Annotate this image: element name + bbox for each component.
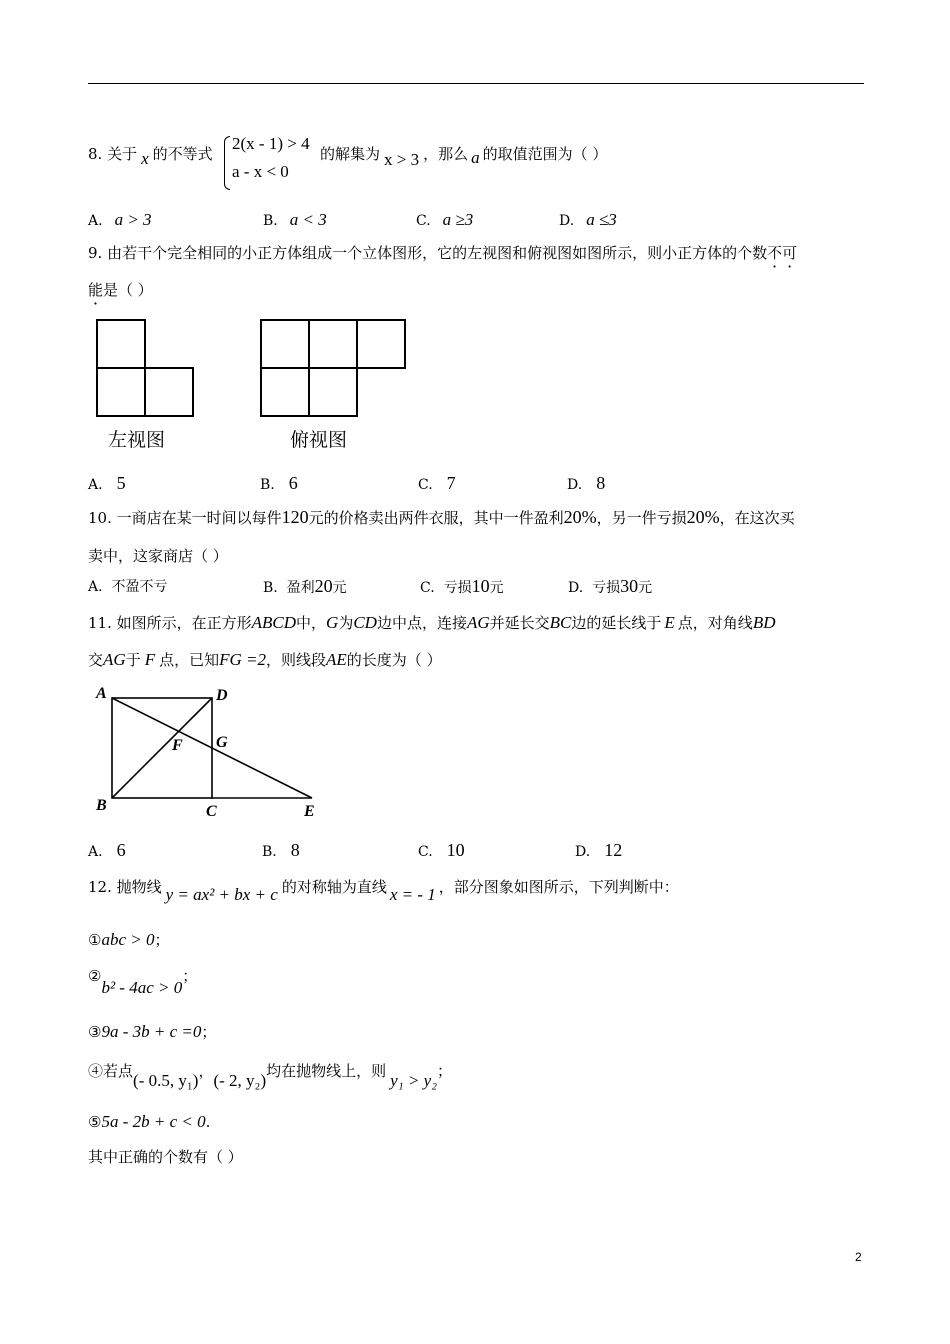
top-view: [261, 320, 405, 416]
top-view-cell: [357, 320, 405, 368]
q10-loss-percent: 20%: [686, 507, 720, 527]
q11-segment-ae: AE: [326, 650, 347, 669]
label-g: G: [216, 734, 228, 751]
q12-closing: 其中正确的个数有（ ）: [88, 1148, 243, 1166]
item-end: ；: [182, 967, 198, 985]
q11-text: 点，已知: [159, 651, 220, 669]
option-value: 10: [446, 840, 465, 860]
left-view: [97, 320, 193, 416]
left-view-label: 左视图: [108, 429, 166, 451]
option-number: 30: [620, 576, 639, 596]
option-label: C.: [418, 844, 433, 860]
q11-text: 边的延长线于: [571, 614, 662, 632]
q11-text: 于: [125, 651, 141, 669]
q8-stem: [88, 143, 213, 168]
option-value: 盈利: [286, 580, 315, 596]
q12-parabola-equation: y = ax² + bx + c: [165, 885, 278, 904]
label-e: E: [304, 803, 315, 820]
option-value: a > 3: [114, 210, 152, 229]
option-value: 6: [116, 840, 126, 860]
diagonal-bd: [112, 698, 212, 798]
q8-system-row2: a - x < 0: [232, 162, 289, 181]
option-number: 20: [314, 576, 333, 596]
q11-text: 点，对角线: [677, 614, 753, 632]
q11-option-a[interactable]: [88, 840, 126, 861]
q8-option-c[interactable]: [416, 210, 473, 230]
q11-text: 11. 如图所示，在正方形: [88, 614, 252, 632]
q12-stem: [88, 876, 679, 904]
item-mark: ⑤: [88, 1113, 102, 1131]
q10-price: 120: [281, 507, 309, 527]
q8-solution: x > 3: [384, 150, 420, 169]
q11-side-cd: CD: [353, 613, 377, 632]
q12-item-2: [88, 965, 198, 997]
option-label: B.: [263, 213, 278, 229]
q8-var-a: a: [471, 148, 480, 167]
item-mark: ②: [88, 967, 102, 985]
q11-text: 为: [338, 614, 354, 632]
q11-diagonal-bd: BD: [752, 613, 776, 632]
q12-item-4: [88, 1060, 453, 1090]
top-view-cell: [261, 320, 309, 368]
q10-profit-percent: 20%: [563, 507, 597, 527]
item-text: 若点: [103, 1062, 134, 1080]
option-label: C.: [418, 477, 433, 493]
left-view-cell: [97, 368, 145, 416]
q8-option-d[interactable]: [559, 210, 617, 230]
option-label: A.: [88, 477, 103, 493]
label-f: F: [172, 737, 183, 754]
q8-option-b[interactable]: [263, 210, 327, 230]
q11-segment-ag: AG: [103, 650, 126, 669]
option-unit: 元: [489, 580, 504, 596]
option-value: a ≥3: [442, 210, 474, 229]
q11-text: 边中点，连接: [376, 614, 467, 632]
q9-option-a[interactable]: [88, 473, 126, 494]
q10-text: 元的价格卖出两件衣服，其中一件盈利: [308, 509, 564, 527]
q8-option-a[interactable]: [88, 210, 152, 230]
q10-option-c[interactable]: [420, 576, 504, 597]
q12-comparison: y₁ > y₂: [390, 1071, 438, 1090]
q8-then: ，那么: [423, 145, 469, 163]
option-label: D.: [567, 477, 583, 493]
item-text: 均在抛物线上，则: [266, 1062, 387, 1080]
option-value: a < 3: [289, 210, 327, 229]
q12-text: 的对称轴为直线: [281, 878, 387, 896]
q9-text: 9. 由若干个完全相同的小正方体组成一个立体图形，它的左视图和俯视图如图所示，则小正方体的个数: [88, 244, 768, 262]
option-label: A.: [88, 579, 103, 595]
q8-prefix: 8. 关于: [88, 145, 138, 163]
item-expr: abc > 0: [101, 930, 155, 949]
q11-text: 并延长交: [489, 614, 550, 632]
q11-text: ，则线段: [266, 651, 327, 669]
q8-sol-text: 的解集为: [320, 145, 381, 163]
item-expr: 5a - 2b + c < 0: [101, 1112, 206, 1131]
q8-system-row1: 2(x - 1) > 4: [232, 134, 310, 153]
q11-stem-line1: [88, 612, 775, 633]
q10-stem-line1: [88, 507, 795, 528]
left-view-cell: [145, 368, 193, 416]
label-a: A: [96, 685, 107, 702]
option-label: A.: [88, 213, 103, 229]
q11-point-g: G: [326, 613, 339, 632]
q11-option-c[interactable]: [418, 840, 465, 861]
option-unit: 元: [638, 580, 653, 596]
q9-option-b[interactable]: [260, 473, 298, 494]
q11-square-abcd: ABCD: [251, 613, 297, 632]
item-sep: ，: [198, 1062, 214, 1080]
q12-text: ，部分图象如图所示，下列判断中：: [438, 878, 679, 896]
option-value: 5: [116, 473, 126, 493]
q12-point-2: (- 2, y₂): [213, 1071, 267, 1090]
header-rule: [88, 83, 864, 84]
q12-axis-equation: x = - 1: [389, 885, 436, 904]
item-end: .: [205, 1113, 211, 1131]
q9-option-d[interactable]: [567, 473, 605, 494]
q11-point-e: E: [664, 613, 675, 632]
q9-stem-line2: [88, 279, 153, 300]
option-value: 亏损: [592, 580, 621, 596]
q11-text: 中，: [296, 614, 327, 632]
q11-fg-length: FG =2: [219, 650, 266, 669]
label-b: B: [96, 797, 107, 814]
q8-inequality-system: [224, 134, 314, 190]
q11-geometry-figure: [92, 682, 332, 822]
q9-emph-ke: 可: [782, 244, 798, 262]
item-end: ；: [201, 1023, 217, 1041]
q10-text: ，在这次买: [719, 509, 795, 527]
q10-option-b[interactable]: [263, 576, 347, 597]
q11-text: 交: [88, 651, 104, 669]
top-view-cell: [309, 320, 357, 368]
page-number: 2: [855, 1250, 862, 1264]
q11-option-d[interactable]: [575, 840, 622, 861]
q9-stem-line1: [88, 242, 797, 263]
option-value: 不盈不亏: [111, 579, 168, 595]
brace-icon: [224, 136, 230, 190]
option-label: A.: [88, 844, 103, 860]
option-label: B.: [263, 580, 278, 596]
q10-text: ，另一件亏损: [596, 509, 687, 527]
option-label: D.: [568, 580, 584, 596]
q11-stem-line2: [88, 649, 442, 670]
q11-point-f: F: [144, 650, 156, 669]
option-value: 8: [290, 840, 300, 860]
q11-side-bc: BC: [549, 613, 572, 632]
q10-text: 10. 一商店在某一时间以每件: [88, 509, 282, 527]
q11-text: 的长度为（ ）: [346, 651, 442, 669]
label-c: C: [206, 803, 217, 820]
q9-text-end: 是（ ）: [103, 281, 153, 299]
option-value: 亏损: [443, 580, 472, 596]
left-view-cell: [97, 320, 145, 368]
q10-stem-line2: 卖中，这家商店（ ）: [88, 547, 228, 565]
q8-mid: 的不等式: [152, 145, 213, 163]
top-view-cell: [309, 368, 357, 416]
option-value: 8: [596, 473, 606, 493]
option-label: B.: [262, 844, 277, 860]
q8-stem-tail: [320, 143, 608, 169]
q12-item-3: [88, 1021, 216, 1042]
item-expr: 9a - 3b + c =0: [101, 1022, 202, 1041]
q9-emph-neng: 能: [88, 281, 104, 299]
q10-option-a[interactable]: [88, 576, 167, 596]
q12-item-1: [88, 929, 170, 950]
option-value: 12: [604, 840, 623, 860]
q12-text: 12. 抛物线: [88, 878, 162, 896]
option-label: C.: [420, 580, 435, 596]
q11-segment-ag: AG: [466, 613, 490, 632]
option-value: 6: [288, 473, 298, 493]
item-end: ；: [154, 931, 170, 949]
option-value: a ≤3: [586, 210, 617, 229]
q8-suffix: 的取值范围为（ ）: [482, 145, 608, 163]
label-d: D: [216, 687, 228, 704]
option-number: 10: [471, 576, 490, 596]
option-label: D.: [575, 844, 591, 860]
item-mark: ④: [88, 1062, 104, 1080]
q11-option-b[interactable]: [262, 840, 300, 861]
q9-option-c[interactable]: [418, 473, 456, 494]
item-mark: ③: [88, 1023, 102, 1041]
item-end: ；: [437, 1062, 453, 1080]
option-value: 7: [446, 473, 456, 493]
top-view-cell: [261, 368, 309, 416]
option-label: D.: [559, 213, 575, 229]
option-unit: 元: [332, 580, 347, 596]
item-mark: ①: [88, 931, 102, 949]
q10-option-d[interactable]: [568, 576, 652, 597]
q12-item-5: [88, 1112, 210, 1132]
q8-var-x: x: [141, 149, 149, 168]
q9-emph-bu: 不: [767, 244, 783, 262]
q12-point-1: (- 0.5, y₁): [133, 1071, 199, 1090]
option-label: C.: [416, 213, 431, 229]
option-label: B.: [260, 477, 275, 493]
item-expr: b² - 4ac > 0: [101, 978, 183, 997]
top-view-label: 俯视图: [290, 429, 348, 451]
